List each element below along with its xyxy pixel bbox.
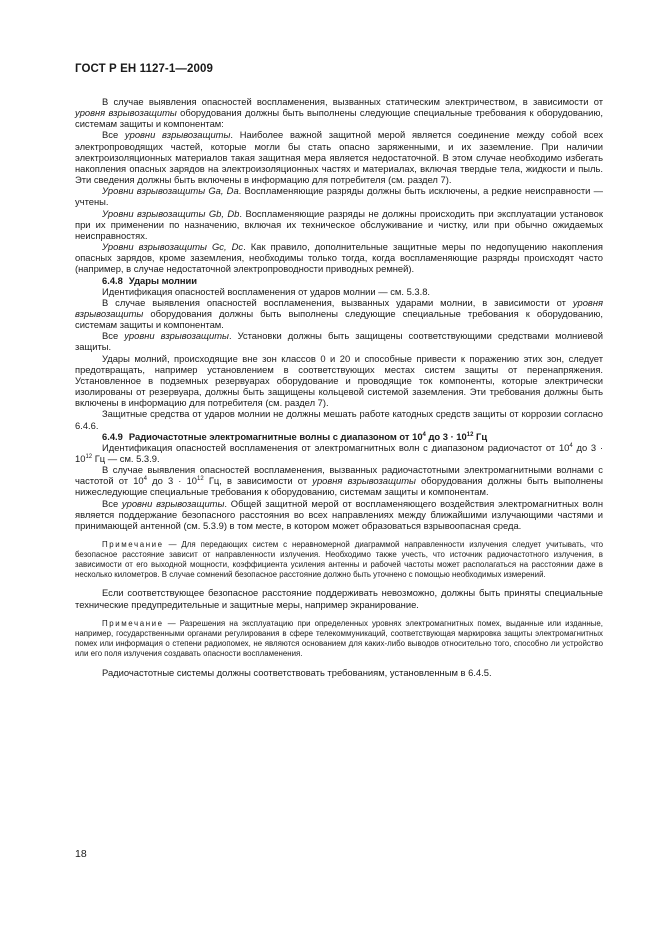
text-run: . Наиболее важной защитной мерой является соединение между собой всех электропроводящих частей, которые могли бы стать опасно заряженными, и их заземление. При наличии электроизоляционных материалов такая защитная мера является недостаточной. В этом случае необходимо избегать накопления опасных зарядов на электроизоляционных частях и материалах, включая твердые тела, жидкости и пыль. Эти сведения должны быть включены в информацию для потребителя (см. раздел 7). [75, 129, 604, 186]
text-run: Защитные средства от ударов молнии не должны мешать работе катодных средств защиты от коррозии согласно 6.4.6. [75, 408, 603, 431]
body-paragraph [75, 587, 603, 609]
text-run: Удары молний, происходящие вне зон классов 0 и 20 и способные привести к поражению этих зон, следует предотвращать, например установлением в соответствующих местах систем защиты от перенапряжения. Установленное в подземных резервуарах оборудование и проводящие ток компоненты, которые электрически изолированы от резервуара, должны быть защищены кольцевой системой заземления. Эти требования должны быть включены в информацию для потребителя (см. раздел 7). [75, 352, 603, 409]
emphasis-text: Уровни взрывозащиты Ga, Da [102, 185, 239, 197]
text-run: . Установки должны быть защищены соответствующими средствами молниевой защиты. [75, 330, 603, 353]
text-run: до 3 · 10 [75, 441, 603, 464]
text-run: В случае выявления опасностей воспламенения, вызванных ударами молнии, в зависимости от [102, 296, 573, 308]
text-run: . Воспламеняющие разряды должны быть исключены, а редкие неисправности — учтены. [75, 185, 604, 208]
note-label: Примечание [102, 618, 164, 628]
text-run: Удары молнии [128, 274, 198, 286]
superscript: 4 [569, 442, 573, 449]
body-paragraph [75, 241, 603, 274]
text-run: Гц [473, 430, 488, 442]
superscript: 4 [422, 431, 426, 438]
text-run: Гц — см. 5.3.9. [92, 453, 160, 464]
emphasis-text: Уровни взрывозащиты Gb, Db [102, 207, 240, 219]
section-heading [75, 431, 603, 442]
emphasis-text: уровни взрывозащиты [121, 497, 225, 509]
section-heading [75, 275, 603, 286]
text-run: Радиочастотные электромагнитные волны с диапазоном от 10 [128, 430, 423, 442]
body-paragraph [75, 286, 603, 297]
section-number: 6.4.8 [102, 274, 123, 286]
text-run: оборудования должны быть выполнены следующие специальные требования к оборудованию, системам защиты и компонентам: [75, 107, 603, 130]
text-run: — Для передающих систем с неравномерной диаграммой направленности излучения следует учитывать, что безопасное расстояние зависит от направленности излучения. Необходимо также учесть, что источник радиочастотного излучения, в зависимости от его выходной мощности, коэффициента усиления антенны и рабочей частоты может располагаться на расстоянии даже в несколько километров. В случае сомнений безопасное расстояние должно быть уточнено с помощью необходимых измерений. [75, 540, 603, 580]
text-run: оборудования должны быть выполнены нижеследующие специальные требования к оборудованию, системам защиты и компонентам. [75, 475, 604, 498]
emphasis-text: уровня взрывозащиты [312, 475, 416, 487]
text-run: Все [102, 129, 125, 141]
text-run: В случае выявления опасностей воспламенения, вызванных радиочастотными электромагнитными волнами с частотой от 10 [75, 464, 603, 487]
body-paragraph [75, 297, 603, 330]
text-run: Идентификация опасностей воспламенения от ударов молнии — см. 5.3.8. [102, 285, 431, 297]
text-run: Если соответствующее безопасное расстояние поддерживать невозможно, должны быть приняты специальные технические предупредительные и защитные меры, например экранирование. [75, 587, 603, 610]
text-run: Радиочастотные системы должны соответствовать требованиям, установленным в 6.4.5. [102, 667, 492, 679]
body-paragraph [75, 330, 603, 352]
body-paragraph [75, 442, 603, 464]
body-paragraph [75, 353, 603, 409]
superscript: 12 [85, 453, 93, 460]
body-paragraph [75, 185, 603, 207]
body-paragraph [75, 129, 603, 185]
text-run: до 3 · 10 [425, 430, 467, 442]
text-run: до 3 · 10 [146, 475, 197, 487]
text-run: — Разрешения на эксплуатацию при определенных уровнях электромагнитных помех, выданные или изданные, например, государственными органами регулирования в сфере телекоммуникаций, соответствующая маркировка защиты электромагнитных помех или информация о степени радиопомех, не являются основанием для каких-либо выводов относительно того, способно ли устройство или его поля излучения создавать опасности воспламенения. [75, 618, 603, 659]
text-run: оборудования должны быть выполнены следующие специальные требования к оборудованию, системам защиты и компонентам. [75, 307, 603, 331]
text-run: Все [102, 330, 125, 342]
emphasis-text: уровня взрывозащиты [75, 296, 603, 319]
text-run: Идентификация опасностей воспламенения от электромагнитных волн с диапазоном радиочастот от 10 [102, 441, 570, 453]
superscript: 12 [466, 431, 474, 438]
text-run: . Общей защитной мерой от воспламеняющего воздействия электромагнитных волн является поддержание безопасного расстояния во всех направлениях между ближайшими излучающими частями и принимающей антенной (см. 5.3.9) в том месте, в котором может образоваться взрывоопасная среда. [75, 497, 603, 531]
note-paragraph [75, 619, 603, 659]
body-paragraph [75, 208, 603, 241]
body-paragraph [75, 96, 603, 129]
emphasis-text: Уровни взрывозащиты Gc, Dc [102, 241, 244, 253]
text-run: . Воспламеняющие разряды не должны происходить при эксплуатации установок при их применении по назначению, включая их техническое обслуживание и чистку, или при обычно ожидаемых неисправностях. [75, 207, 603, 241]
text-run: В случае выявления опасностей воспламенения, вызванных статическим электричеством, в зависимости от [102, 96, 603, 107]
emphasis-text: уровни взрывозащиты [124, 129, 231, 141]
document-page [75, 63, 603, 678]
document-body [75, 96, 603, 678]
emphasis-text: уровни взрывозащиты [124, 330, 229, 342]
superscript: 12 [197, 476, 204, 483]
emphasis-text: уровня взрывозащиты [75, 107, 177, 119]
superscript: 4 [143, 476, 147, 483]
page-number: 18 [75, 848, 87, 860]
section-number: 6.4.9 [102, 430, 123, 442]
body-paragraph [75, 498, 603, 531]
text-run: Все [102, 497, 122, 509]
body-paragraph [75, 464, 603, 497]
text-run: . Как правило, дополнительные защитные меры по недопущению накопления опасных зарядов, кроме заземления, необходимы только тогда, когда воспламеняющие разряды происходят часто (например, в случае недостаточной электропроводности приводных ремней). [75, 241, 603, 275]
body-paragraph [75, 667, 603, 678]
note-label: Примечание [102, 540, 164, 550]
note-paragraph [75, 540, 603, 580]
text-run: Гц, в зависимости от [203, 475, 313, 487]
document-header: ГОСТ Р ЕН 1127-1—2009 [75, 63, 213, 75]
body-paragraph [75, 408, 603, 430]
